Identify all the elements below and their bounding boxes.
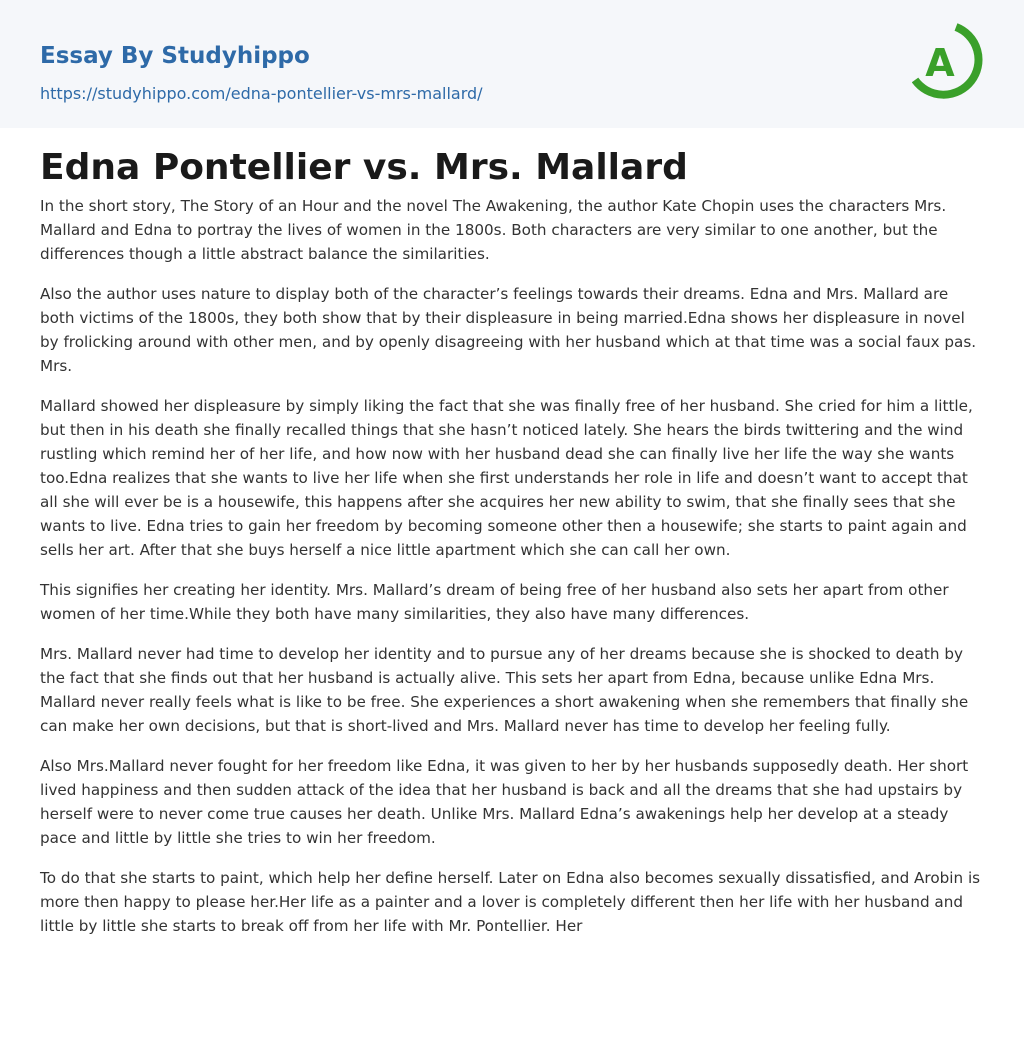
logo-letter: A [925,41,955,85]
essay-paragraph: Mrs. Mallard never had time to develop her identity and to pursue any of her dreams because she is shocked to death by the fact that she finds out that her husband is actually alive. This sets her apart from Edna, because unlike Edna Mrs. Mallard never really feels what is like to be free. She experiences a short awakening when she remembers that finally she can make her own decisions, but that is short-lived and Mrs. Mallard never has time to develop her feeling fully. [40,645,969,735]
essay-paragraph: In the short story, The Story of an Hour and the novel The Awakening, the author Kate Chopin uses the characters Mrs. Mallard and Edna to portray the lives of women in the 1800s. Both characters are very similar to one another, but the differences though a little abstract balance the similarities. [40,197,947,263]
site-brand[interactable]: Essay By Studyhippo [40,43,310,69]
page-title: Edna Pontellier vs. Mrs. Mallard [40,147,688,188]
studyhippo-logo-icon[interactable] [912,18,988,106]
essay-paragraph: To do that she starts to paint, which help her define herself. Later on Edna also becomes sexually dissatisfied, and Arobin is more then happy to please her.Her life as a painter and a lover is completely different then her life with her husband and little by little she starts to break off from her life with Mr. Pontellier. Her [40,869,981,935]
essay-paragraph: Also the author uses nature to display both of the character’s feelings towards their dreams. Edna and Mrs. Mallard are both victims of the 1800s, they both show that by their displeasure in being married.Edna shows her displeasure in novel by frolicking around with other men, and by openly disagreeing with her husband which at that time was a social faux pas. Mrs. [40,285,977,375]
essay-paragraph: Mallard showed her displeasure by simply liking the fact that she was finally free of her husband. She cried for him a little, but then in his death she finally recalled things that she hasn’t noticed lately. She hears the birds twittering and the wind rustling which remind her of her life, and how now with her husband dead she can finally live her life the way she wants too.Edna realizes that she wants to live her life when she first understands her role in life and doesn’t want to accept that all she will ever be is a housewife, this happens after she acquires her new ability to swim, that she finally sees that she wants to live. Edna tries to gain her freedom by becoming someone other then a housewife; she starts to paint again and sells her art. After that she buys herself a nice little apartment which she can call her own. [40,397,973,559]
essay-paragraph: Also Mrs.Mallard never fought for her freedom like Edna, it was given to her by her husbands supposedly death. Her short lived happiness and then sudden attack of the idea that her husband is back and all the dreams that she had upstairs by herself were to never come true causes her death. Unlike Mrs. Mallard Edna’s awakenings help her develop at a steady pace and little by little she tries to win her freedom. [40,757,969,847]
essay-paragraph: This signifies her creating her identity. Mrs. Mallard’s dream of being free of her husband also sets her apart from other women of her time.While they both have many similarities, they also have many differences. [40,581,949,623]
essay-url-link[interactable]: https://studyhippo.com/edna-pontellier-vs-mrs-mallard/ [40,84,483,103]
page-header [0,0,1024,128]
essay-body [40,194,984,954]
